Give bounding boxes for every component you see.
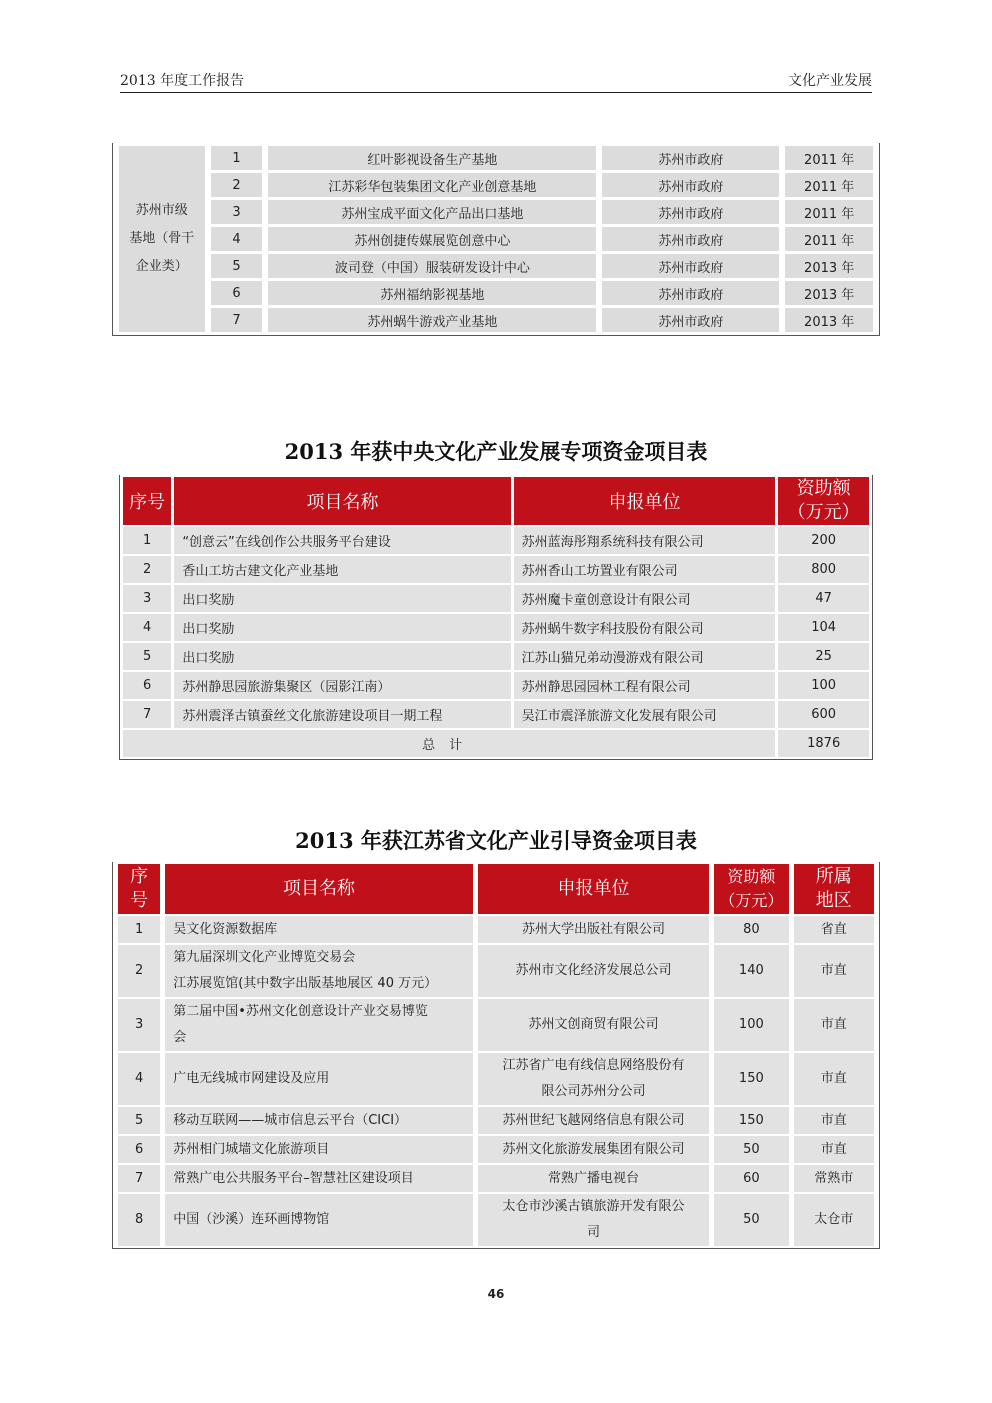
row-no: 5 [211, 254, 263, 278]
header-unit: 申报单位 [478, 864, 709, 914]
row-unit: 苏州市政府 [602, 173, 779, 197]
table-row [119, 200, 873, 224]
table-row [118, 945, 874, 997]
table-row [118, 1053, 874, 1105]
total-value: 1876 [778, 730, 869, 757]
row-no: 3 [118, 999, 160, 1051]
table-row [119, 308, 873, 332]
row-unit-line: 太仓市沙溪古镇旅游开发有限公 [502, 1199, 685, 1214]
table-row [123, 701, 869, 728]
header-region [794, 864, 874, 914]
row-unit: 苏州市政府 [602, 200, 779, 224]
row-region: 太仓市 [794, 1194, 874, 1246]
row-name: 常熟广电公共服务平台–智慧社区建设项目 [165, 1165, 473, 1192]
header-no [118, 864, 160, 914]
header-no-line: 号 [130, 890, 149, 911]
row-year: 2013 年 [785, 308, 873, 332]
group-label [119, 146, 205, 332]
row-name: 吴文化资源数据库 [165, 916, 473, 943]
row-amount: 150 [714, 1107, 788, 1134]
row-name: 红叶影视设备生产基地 [268, 146, 596, 170]
row-no: 2 [211, 173, 263, 197]
row-name: 波司登（中国）服装研发设计中心 [268, 254, 596, 278]
row-year: 2011 年 [785, 227, 873, 251]
row-name-line: 第九届深圳文化产业博览交易会 [173, 950, 356, 965]
header-name: 项目名称 [165, 864, 473, 914]
row-name: 出口奖励 [174, 643, 510, 670]
header-unit: 申报单位 [514, 477, 776, 525]
row-amount: 100 [778, 672, 869, 699]
page-header [120, 68, 872, 93]
row-name: “创意云”在线创作公共服务平台建设 [174, 527, 510, 554]
header-amount-line: 资助额 [796, 478, 851, 499]
row-amount: 80 [714, 916, 788, 943]
row-region: 市直 [794, 1107, 874, 1134]
row-unit: 苏州市政府 [602, 254, 779, 278]
table-header-row [118, 864, 874, 914]
header-region-line: 地区 [815, 890, 852, 911]
row-no: 7 [211, 308, 263, 332]
row-unit: 江苏山猫兄弟动漫游戏有限公司 [514, 643, 776, 670]
row-name: 移动互联网——城市信息云平台（CICI） [165, 1107, 473, 1134]
row-unit: 苏州文创商贸有限公司 [478, 999, 709, 1051]
row-no: 2 [118, 945, 160, 997]
table-row [123, 527, 869, 554]
row-amount: 25 [778, 643, 869, 670]
row-year: 2011 年 [785, 173, 873, 197]
header-amount [714, 864, 788, 914]
row-amount: 150 [714, 1053, 788, 1105]
row-name: 苏州福纳影视基地 [268, 281, 596, 305]
table-row [118, 1107, 874, 1134]
row-amount: 60 [714, 1165, 788, 1192]
row-amount: 104 [778, 614, 869, 641]
row-no: 1 [123, 527, 171, 554]
row-amount: 200 [778, 527, 869, 554]
header-no: 序号 [123, 477, 171, 525]
table-row [123, 614, 869, 641]
row-region: 市直 [794, 945, 874, 997]
row-unit: 苏州市文化经济发展总公司 [478, 945, 709, 997]
row-region: 市直 [794, 1053, 874, 1105]
header-amount-line: （万元） [787, 502, 860, 523]
row-year: 2011 年 [785, 146, 873, 170]
row-no: 1 [211, 146, 263, 170]
table-row [119, 173, 873, 197]
row-name: 中国（沙溪）连环画博物馆 [165, 1194, 473, 1246]
table-row [123, 585, 869, 612]
row-no: 4 [211, 227, 263, 251]
total-label: 总计 [123, 730, 775, 757]
group-line: 基地（骨干 [129, 231, 195, 246]
total-row [123, 730, 869, 757]
table-row [123, 672, 869, 699]
row-unit-line: 限公司苏州分公司 [541, 1084, 646, 1099]
row-no: 2 [123, 556, 171, 583]
row-unit-line: 司 [587, 1225, 601, 1240]
row-unit: 常熟广播电视台 [478, 1165, 709, 1192]
row-name-line: 会 [173, 1030, 187, 1045]
row-name: 苏州静思园旅游集聚区（园影江南） [174, 672, 510, 699]
row-name: 苏州宝成平面文化产品出口基地 [268, 200, 596, 224]
table-header-row [123, 477, 869, 525]
provincial-fund-table-title: 2013 年获江苏省文化产业引导资金项目表 [295, 828, 697, 853]
table-row [118, 1194, 874, 1246]
row-name: 出口奖励 [174, 614, 510, 641]
table-row [119, 254, 873, 278]
row-unit-line: 江苏省广电有线信息网络股份有 [502, 1058, 685, 1073]
suzhou-base-table [112, 143, 880, 336]
row-name: 苏州震泽古镇蚕丝文化旅游建设项目一期工程 [174, 701, 510, 728]
row-unit [478, 1194, 709, 1246]
row-no: 3 [211, 200, 263, 224]
row-name: 苏州蜗牛游戏产业基地 [268, 308, 596, 332]
row-no: 8 [118, 1194, 160, 1246]
header-amount-line: （万元） [719, 891, 784, 910]
row-no: 3 [123, 585, 171, 612]
row-unit: 苏州市政府 [602, 281, 779, 305]
row-year: 2011 年 [785, 200, 873, 224]
row-unit [478, 1053, 709, 1105]
row-amount: 100 [714, 999, 788, 1051]
row-amount: 50 [714, 1194, 788, 1246]
row-name-line: 江苏展览馆(其中数字出版基地展区 40 万元） [173, 976, 438, 991]
row-unit: 苏州蓝海彤翔系统科技有限公司 [514, 527, 776, 554]
table-row [119, 227, 873, 251]
row-year: 2013 年 [785, 254, 873, 278]
table-row [123, 556, 869, 583]
row-unit: 苏州静思园园林工程有限公司 [514, 672, 776, 699]
central-fund-table [119, 475, 873, 760]
row-unit: 苏州魔卡童创意设计有限公司 [514, 585, 776, 612]
header-amount [778, 477, 869, 525]
central-fund-table-title: 2013 年获中央文化产业发展专项资金项目表 [284, 439, 708, 464]
row-region: 市直 [794, 1136, 874, 1163]
row-amount: 140 [714, 945, 788, 997]
table-row [119, 146, 873, 170]
group-line: 苏州市级 [135, 203, 188, 218]
row-name: 香山工坊古建文化产业基地 [174, 556, 510, 583]
header-no-line: 序 [130, 866, 149, 887]
row-amount: 800 [778, 556, 869, 583]
row-name [165, 945, 473, 997]
row-unit: 苏州市政府 [602, 146, 779, 170]
header-name: 项目名称 [174, 477, 510, 525]
table-row [123, 643, 869, 670]
table-row [118, 1136, 874, 1163]
header-section-title: 文化产业发展 [788, 73, 872, 89]
row-amount: 600 [778, 701, 869, 728]
row-name: 苏州创捷传媒展览创意中心 [268, 227, 596, 251]
row-unit: 苏州大学出版社有限公司 [478, 916, 709, 943]
row-no: 7 [123, 701, 171, 728]
row-unit: 苏州市政府 [602, 227, 779, 251]
header-region-line: 所属 [815, 866, 852, 887]
header-amount-line: 资助额 [727, 867, 776, 886]
group-line: 企业类） [135, 259, 188, 274]
row-amount: 50 [714, 1136, 788, 1163]
row-no: 5 [118, 1107, 160, 1134]
table-row [118, 999, 874, 1051]
row-year: 2013 年 [785, 281, 873, 305]
provincial-fund-table [112, 862, 880, 1249]
header-report-title: 2013 年度工作报告 [120, 73, 245, 89]
row-no: 7 [118, 1165, 160, 1192]
row-no: 6 [211, 281, 263, 305]
row-name: 广电无线城市网建设及应用 [165, 1053, 473, 1105]
row-unit: 苏州文化旅游发展集团有限公司 [478, 1136, 709, 1163]
row-no: 5 [123, 643, 171, 670]
row-no: 4 [118, 1053, 160, 1105]
table-row [118, 916, 874, 943]
row-unit: 苏州蜗牛数字科技股份有限公司 [514, 614, 776, 641]
row-unit: 苏州世纪飞越网络信息有限公司 [478, 1107, 709, 1134]
row-unit: 吴江市震泽旅游文化发展有限公司 [514, 701, 776, 728]
row-unit: 苏州市政府 [602, 308, 779, 332]
row-region: 省直 [794, 916, 874, 943]
page-number: 46 [487, 1287, 505, 1301]
row-amount: 47 [778, 585, 869, 612]
row-no: 6 [123, 672, 171, 699]
row-name [165, 999, 473, 1051]
table-row [118, 1165, 874, 1192]
row-name: 苏州相门城墙文化旅游项目 [165, 1136, 473, 1163]
row-region: 市直 [794, 999, 874, 1051]
row-name: 出口奖励 [174, 585, 510, 612]
row-region: 常熟市 [794, 1165, 874, 1192]
table-row [119, 281, 873, 305]
row-no: 6 [118, 1136, 160, 1163]
row-name-line: 第二届中国•苏州文化创意设计产业交易博览 [173, 1004, 428, 1019]
row-name: 江苏彩华包装集团文化产业创意基地 [268, 173, 596, 197]
row-no: 1 [118, 916, 160, 943]
row-no: 4 [123, 614, 171, 641]
row-unit: 苏州香山工坊置业有限公司 [514, 556, 776, 583]
